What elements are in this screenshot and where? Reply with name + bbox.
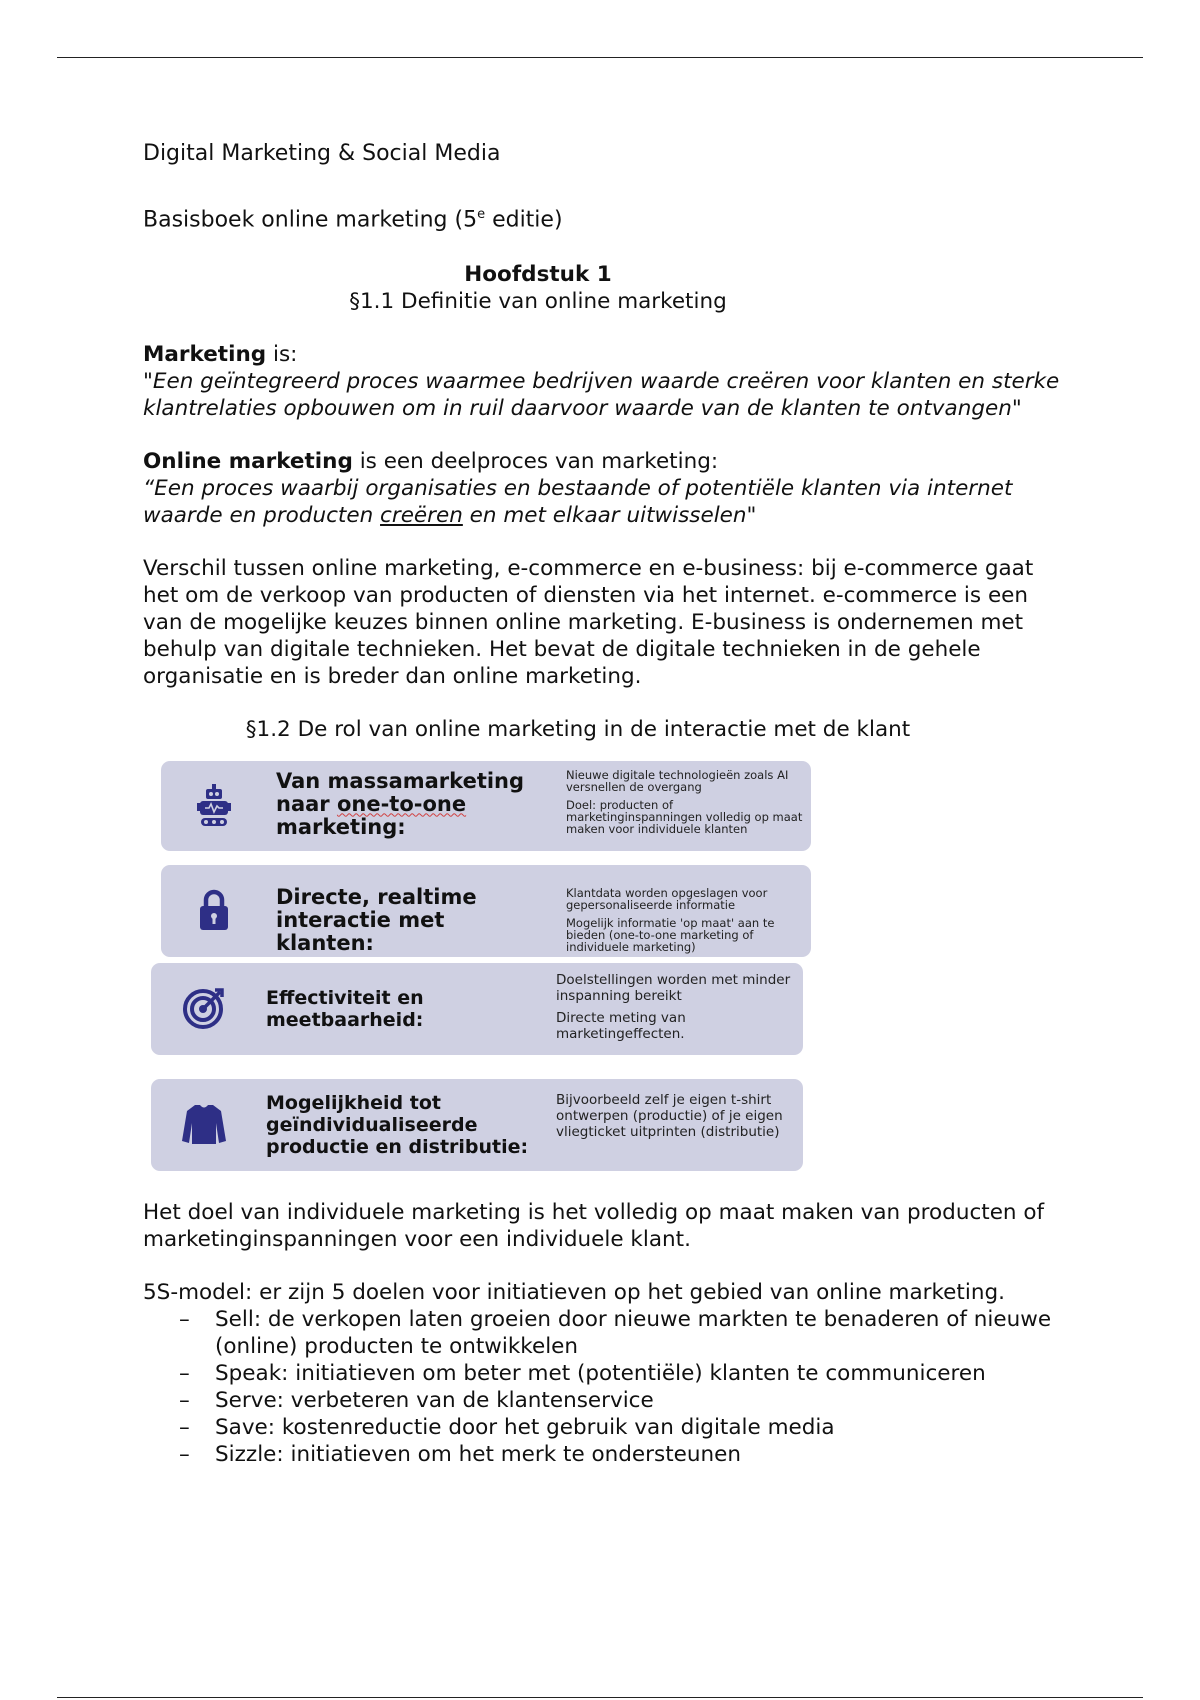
model-intro: 5S-model: er zijn 5 doelen voor initiatieven op het gebied van online marketing. (143, 1280, 1005, 1306)
card-heading: Effectiviteit en meetbaarheid: (266, 987, 424, 1032)
difference-paragraph: Verschil tussen online marketing, e-commerce en e-business: bij e-commerce gaat het om de verkoop van producten of diensten via het internet. e-commerce is een van de mogelijke keuzes binnen online marketing. E-business is ondernemen met behulp van digitale technieken. Het bevat de digitale technieken in de gehele organisatie en is breder dan online marketing. (143, 556, 1034, 690)
card-massamarketing (161, 761, 811, 851)
card-notes: Nieuwe digitale technologieën zoals AI versnellen de overgang Doel: producten of marketinginspanningen volledig op maat maken voor individuele klanten (566, 768, 803, 837)
card-heading: Directe, realtime interactie met klanten: (276, 885, 477, 956)
list-item: – Sell: de verkopen laten groeien door nieuwe markten te benaderen of nieuwe (online) producten te ontwikkelen (215, 1306, 1063, 1360)
lock-icon (191, 887, 237, 933)
online-marketing-quote: “Een proces waarbij organisaties en bestaande of potentiële klanten via internet waarde en producten creëren en met elkaar uitwisselen" (143, 476, 1013, 529)
document-body (143, 140, 1063, 1468)
list-item: – Save: kostenreductie door het gebruik van digitale media (215, 1414, 1063, 1441)
document-title: Digital Marketing & Social Media (143, 141, 501, 166)
book-title: Basisboek online marketing (5e editie) (143, 207, 563, 233)
card-notes: Bijvoorbeeld zelf je eigen t-shirt ontwerpen (productie) of je eigen vliegticket uitprinten (distributie) (556, 1092, 783, 1141)
5s-model-list (143, 1306, 1063, 1468)
list-item: – Serve: verbeteren van de klantenservice (215, 1387, 1063, 1414)
card-productie-distributie (151, 1079, 803, 1171)
section-heading-1-2: §1.2 De rol van online marketing in de interactie met de klant (245, 717, 911, 743)
marketing-definition: Marketing is: "Een geïntegreerd proces waarmee bedrijven waarde creëren voor klanten en sterke klantrelaties opbouwen om in ruil daarvoor waarde van de klanten te ontvangen" (143, 342, 1060, 422)
header-rule (57, 57, 1143, 58)
card-notes: Klantdata worden opgeslagen voor gepersonaliseerde informatie Mogelijk informatie 'op maat' aan te bieden (one-to-one marketing of individuele marketing) (566, 886, 775, 955)
footer-rule (57, 1697, 1143, 1698)
card-effectiviteit (151, 963, 803, 1055)
section-heading-1-1: §1.1 Definitie van online marketing (349, 289, 727, 315)
individual-marketing-paragraph: Het doel van individuele marketing is het volledig op maat maken van producten of marketinginspanningen voor een individuele klant. (143, 1200, 1045, 1253)
chapter-heading: Hoofdstuk 1 (464, 262, 612, 288)
robot-icon (191, 783, 237, 829)
list-item: – Speak: initiatieven om beter met (potentiële) klanten te communiceren (215, 1360, 1063, 1387)
target-icon (181, 985, 227, 1031)
card-notes: Doelstellingen worden met minder inspanning bereikt Directe meting van marketingeffecten. (556, 972, 791, 1043)
card-realtime-interactie (161, 865, 811, 957)
interaction-figure (151, 761, 811, 1171)
card-heading: Mogelijkheid tot geïndividualiseerde productie en distributie: (266, 1092, 529, 1159)
marketing-quote: "Een geïntegreerd proces waarmee bedrijven waarde creëren voor klanten en sterke klantrelaties opbouwen om in ruil daarvoor waarde van de klanten te ontvangen" (143, 369, 1060, 422)
list-item: – Sizzle: initiatieven om het merk te ondersteunen (215, 1441, 1063, 1468)
shirt-icon (181, 1101, 227, 1147)
card-heading: Van massamarketing naar one-to-one marketing: (276, 769, 525, 840)
online-marketing-definition: Online marketing is een deelproces van marketing: “Een proces waarbij organisaties en bestaande of potentiële klanten via internet waarde en producten creëren en met elkaar uitwisselen" (143, 449, 1013, 529)
